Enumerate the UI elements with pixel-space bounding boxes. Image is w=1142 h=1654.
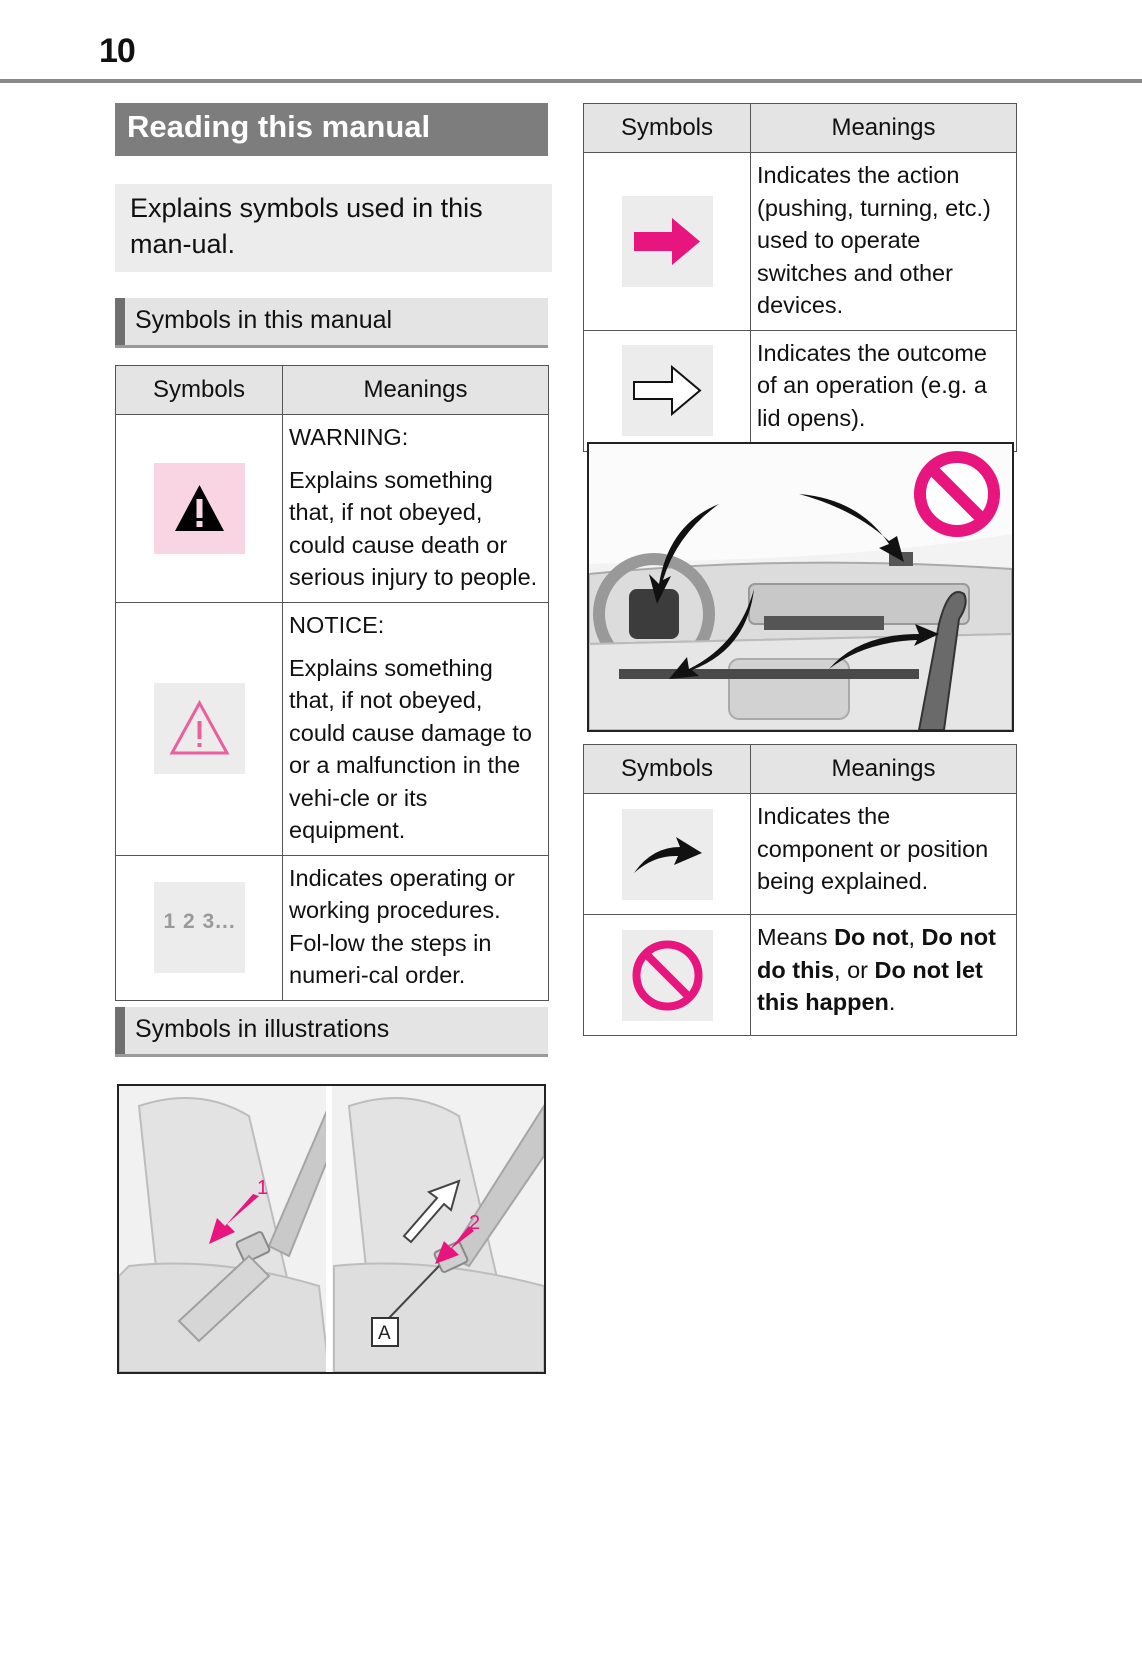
prohibition-text-1: Means xyxy=(757,924,835,950)
section-symbols-manual xyxy=(115,298,548,348)
action-arrow-icon xyxy=(622,196,713,287)
symbol-cell xyxy=(584,794,751,915)
page-number: 10 xyxy=(99,32,135,70)
callout-1: 1 xyxy=(257,1177,269,1199)
dashboard-illustration xyxy=(587,442,1014,732)
table-header-row xyxy=(116,366,549,415)
col-symbols: Symbols xyxy=(584,745,751,794)
notice-heading: NOTICE: xyxy=(289,612,385,638)
symbol-cell xyxy=(116,603,283,856)
component-text: Indicates the component or position being explained. xyxy=(757,803,989,894)
symbol-cell xyxy=(584,915,751,1036)
callout-2: 2 xyxy=(469,1212,481,1234)
outcome-arrow-icon xyxy=(622,345,713,436)
symbol-cell xyxy=(584,153,751,331)
meaning-cell xyxy=(283,855,549,1000)
col-meanings: Meanings xyxy=(751,104,1017,153)
section-title: Symbols in illustrations xyxy=(135,1015,390,1043)
table-row xyxy=(116,415,549,603)
page-title: Reading this manual xyxy=(127,109,431,144)
col-meanings: Meanings xyxy=(751,745,1017,794)
action-text: Indicates the action (pushing, turning, etc.) used to operate switches and other devices. xyxy=(757,162,991,318)
prohibition-icon xyxy=(622,930,713,1021)
steps-text: Indicates operating or working procedures. Fol-low the steps in numeri-cal order. xyxy=(289,864,516,988)
section-symbols-illustrations xyxy=(115,1007,548,1057)
table-row xyxy=(584,153,1017,331)
col-symbols: Symbols xyxy=(116,366,283,415)
meaning-cell xyxy=(751,794,1017,915)
notice-triangle-icon xyxy=(154,683,245,774)
prohibition-text-3: , xyxy=(908,924,922,950)
symbols-table-manual xyxy=(115,365,549,1001)
meaning-cell xyxy=(283,415,549,603)
table-row xyxy=(116,855,549,1000)
component-arrow-icon xyxy=(622,809,713,900)
header-rule xyxy=(0,79,1142,83)
warning-triangle-icon xyxy=(154,463,245,554)
meaning-cell xyxy=(751,153,1017,331)
table-header-row xyxy=(584,745,1017,794)
meaning-cell xyxy=(751,330,1017,451)
warning-text: Explains something that, if not obeyed, could cause death or serious injury to people. xyxy=(289,466,538,590)
table-header-row xyxy=(584,104,1017,153)
prohibition-text-6: Do not let this happen xyxy=(757,956,983,1015)
section-title: Symbols in this manual xyxy=(135,306,393,334)
notice-text: Explains something that, if not obeyed, could cause damage to or a malfunction in the vehi-cle or its equipment. xyxy=(289,654,532,843)
symbols-table-components xyxy=(583,744,1017,1036)
table-row xyxy=(584,794,1017,915)
symbol-cell xyxy=(116,415,283,603)
intro-box xyxy=(115,184,552,272)
page-title-bar xyxy=(115,103,548,156)
symbol-cell xyxy=(584,330,751,451)
col-symbols: Symbols xyxy=(584,104,751,153)
prohibition-text-7: . xyxy=(888,989,896,1015)
table-row xyxy=(116,603,549,856)
meaning-cell xyxy=(283,603,549,856)
steps-icon-text: 1 2 3... xyxy=(163,910,236,933)
table-row xyxy=(584,915,1017,1036)
col-meanings: Meanings xyxy=(283,366,549,415)
prohibition-text-5: , or xyxy=(834,956,875,983)
outcome-text: Indicates the outcome of an operation (e.g. a lid opens). xyxy=(757,339,987,431)
prohibition-text xyxy=(757,921,1011,1019)
seatbelt-illustration xyxy=(117,1084,546,1374)
steps-icon xyxy=(154,882,245,973)
prohibition-text-2: Do not xyxy=(834,924,909,950)
symbol-cell xyxy=(116,855,283,1000)
prohibition-text-4: Do not do this xyxy=(757,924,996,983)
table-row xyxy=(584,330,1017,451)
callout-a: A xyxy=(378,1323,391,1344)
intro-text: Explains symbols used in this man-ual. xyxy=(130,193,483,259)
symbols-table-actions xyxy=(583,103,1017,452)
meaning-cell xyxy=(751,915,1017,1036)
warning-heading: WARNING: xyxy=(289,424,409,450)
